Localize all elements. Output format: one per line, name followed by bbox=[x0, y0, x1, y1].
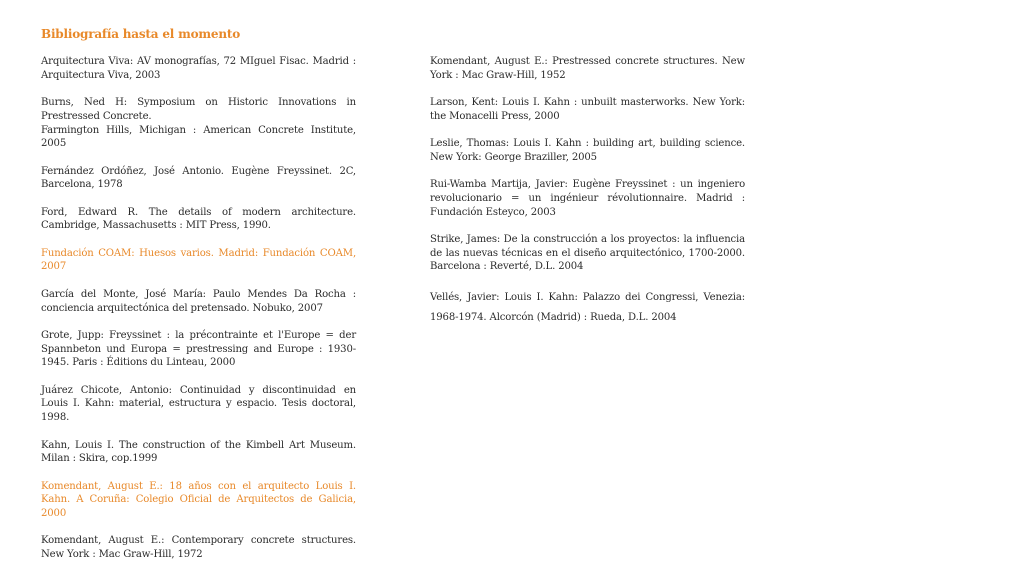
bibliography-entry: Fernández Ordóñez, José Antonio. Eugène Freyssinet. 2C, Barcelona, 1978 bbox=[41, 165, 356, 191]
bibliography-left-column bbox=[41, 55, 356, 576]
bibliography-entry: Leslie, Thomas: Louis I. Kahn : building art, building science. New York: George Braziller, 2005 bbox=[430, 138, 745, 163]
bibliography-entry: Komendant, August E.: Contemporary concrete structures. New York : Mac Graw-Hill, 1972 bbox=[41, 535, 356, 561]
bibliography-right-column bbox=[430, 55, 745, 342]
bibliography-entry: Ford, Edward R. The details of modern architecture. Cambridge, Massachusetts : MIT Press, 1990. bbox=[41, 206, 356, 232]
bibliography-entry: Rui-Wamba Martija, Javier: Eugène Freyssinet : un ingeniero revolucionario = un ingénieur révolutionnaire. Madrid : Fundación Esteyco, 2003 bbox=[430, 179, 745, 218]
bibliography-entry: Larson, Kent: Louis I. Kahn : unbuilt masterworks. New York: the Monacelli Press, 2000 bbox=[430, 97, 745, 122]
bibliography-entry: Burns, Ned H: Symposium on Historic Innovations in Prestressed Concrete. Farmington Hills, Michigan : American Concrete Institute, 2005 bbox=[41, 97, 356, 150]
bibliography-entry-highlighted: Fundación COAM: Huesos varios. Madrid: Fundación COAM, 2007 bbox=[41, 247, 356, 273]
bibliography-entry: Vellés, Javier: Louis I. Kahn: Palazzo dei Congressi, Venezia: 1968-1974. Alcorcón (Madrid) : Rueda, D.L. 2004 bbox=[430, 291, 745, 323]
bibliography-entry: Grote, Jupp: Freyssinet : la précontrainte et l'Europe = der Spannbeton und Europa = prestressing and Europe : 1930-1945. Paris : Éditions du Linteau, 2000 bbox=[41, 329, 356, 369]
bibliography-entry: García del Monte, José María: Paulo Mendes Da Rocha : conciencia arquitectónica del pretensado. Nobuko, 2007 bbox=[41, 288, 356, 314]
bibliography-entry: Juárez Chicote, Antonio: Continuidad y discontinuidad en Louis I. Kahn: material, estructura y espacio. Tesis doctoral, 1998. bbox=[41, 384, 356, 424]
page-title: Bibliografía hasta el momento bbox=[41, 27, 241, 41]
bibliography-entry: Kahn, Louis I. The construction of the Kimbell Art Museum. Milan : Skira, cop.1999 bbox=[41, 439, 356, 465]
bibliography-entry: Strike, James: De la construcción a los proyectos: la influencia de las nuevas técnicas en el diseño arquitectónico, 1700-2000. Barcelona : Reverté, D.L. 2004 bbox=[430, 234, 745, 273]
bibliography-entry-highlighted: Komendant, August E.: 18 años con el arquitecto Louis I. Kahn. A Coruña: Colegio Oficial de Arquitectos de Galicia, 2000 bbox=[41, 480, 356, 520]
bibliography-entry: Arquitectura Viva: AV monografías, 72 MIguel Fisac. Madrid : Arquitectura Viva, 2003 bbox=[41, 56, 356, 81]
bibliography-entry: Komendant, August E.: Prestressed concrete structures. New York : Mac Graw-Hill, 1952 bbox=[430, 56, 745, 81]
